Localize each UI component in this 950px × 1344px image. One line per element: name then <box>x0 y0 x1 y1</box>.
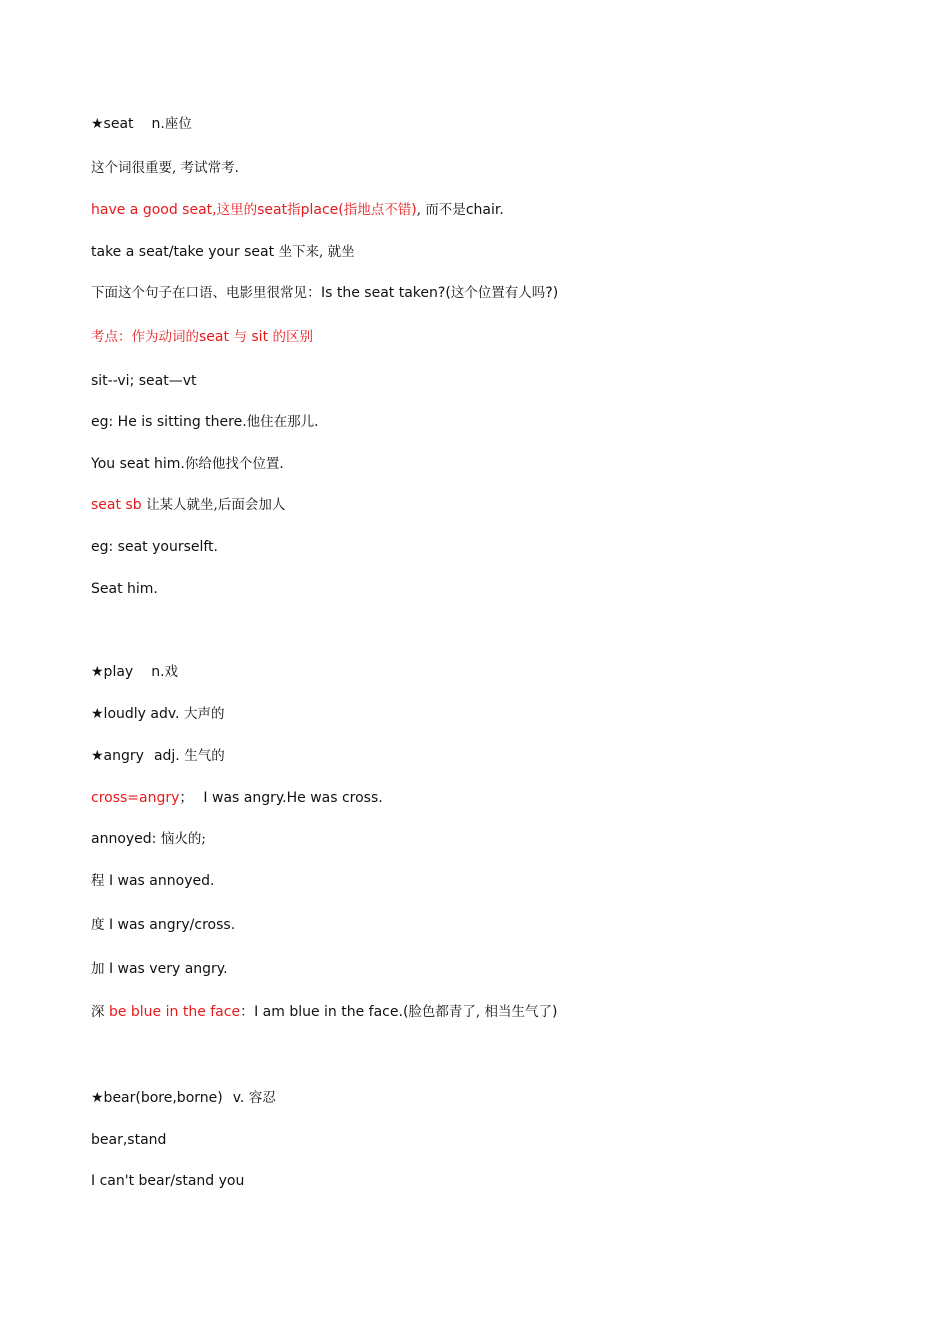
text: 加 <box>91 961 105 977</box>
headword: ★angry <box>91 748 144 764</box>
note-line <box>91 829 206 849</box>
translation: 座位 <box>164 116 192 132</box>
text: 坐下来, 就坐 <box>278 244 355 260</box>
heading-seat <box>91 114 192 134</box>
text: ?) <box>545 285 559 301</box>
text: annoyed: <box>91 831 157 847</box>
highlight-text: sit <box>251 329 269 345</box>
text: 让某人就坐,后面会加人 <box>146 497 286 513</box>
text: ：I am blue in the face.( <box>240 1004 409 1020</box>
heading-loudly <box>91 704 224 724</box>
part-of-speech: n. <box>151 116 165 132</box>
part-of-speech: adj. <box>153 748 180 764</box>
part-of-speech: n. <box>151 664 165 680</box>
text: You seat him. <box>91 456 185 472</box>
heading-angry <box>91 746 225 766</box>
note-line <box>91 200 504 220</box>
highlight-text: 与 <box>233 329 247 345</box>
highlight-text: 的区别 <box>272 329 314 345</box>
headword: ★bear(bore,borne) <box>91 1090 223 1106</box>
headword: ★seat <box>91 116 134 132</box>
text: I was annoyed. <box>108 873 215 889</box>
note-line <box>91 788 383 808</box>
text: 恼火的; <box>160 831 206 847</box>
translation: 容忍 <box>248 1090 276 1106</box>
text: 你给他找个位置. <box>184 456 284 472</box>
note-line <box>91 1002 557 1022</box>
text: I was angry/cross. <box>108 917 236 933</box>
highlight-text: 这里的 <box>216 202 258 218</box>
text: 下面这个句子在口语、电影里很常见 <box>91 285 307 301</box>
note-line <box>91 959 228 979</box>
text: 他住在那儿. <box>246 414 319 430</box>
note-line: bear,stand <box>91 1132 167 1148</box>
headword: ★loudly adv. <box>91 706 180 722</box>
highlight-text: cross=angry <box>91 790 180 806</box>
note-line <box>91 412 318 432</box>
highlight-text: have a good seat, <box>91 202 217 218</box>
text: chair. <box>465 202 504 218</box>
text: 程 <box>91 873 105 889</box>
translation: 大声的 <box>183 706 225 722</box>
headword: ★play <box>91 664 134 680</box>
text: ) <box>552 1004 558 1020</box>
highlight-text: seat <box>257 202 288 218</box>
text: ； <box>179 790 194 806</box>
translation: 生气的 <box>184 748 225 764</box>
highlight-text: ) <box>411 202 417 218</box>
heading-bear <box>91 1088 276 1108</box>
note-line <box>91 327 313 347</box>
note-line: sit--vi; seat—vt <box>91 373 197 389</box>
text: I was angry.He was cross. <box>203 790 383 806</box>
note-line <box>91 915 235 935</box>
text: ：Is the seat taken?( <box>307 285 451 301</box>
highlight-text: 指 <box>287 202 301 218</box>
text: 深 <box>91 1004 105 1020</box>
highlight-text: be blue in the face <box>108 1004 241 1020</box>
part-of-speech: v. <box>232 1090 245 1106</box>
heading-play <box>91 662 178 682</box>
highlight-text: place( <box>300 202 344 218</box>
note-line <box>91 242 355 262</box>
note-line: Seat him. <box>91 581 158 597</box>
highlight-text: seat <box>199 329 229 345</box>
note-line <box>91 495 285 515</box>
highlight-text: 考点：作为动词的 <box>91 329 199 345</box>
text: take a seat/take your seat <box>91 244 275 260</box>
text: 这个位置有人吗 <box>450 285 546 301</box>
note-line: I can't bear/stand you <box>91 1173 245 1189</box>
note-line: 这个词很重要, 考试常考. <box>91 160 239 176</box>
note-line <box>91 871 214 891</box>
text: eg: He is sitting there. <box>91 414 247 430</box>
text: , 而不是 <box>416 202 466 218</box>
note-line <box>91 454 284 474</box>
text: 度 <box>91 917 105 933</box>
note-line: eg: seat yourselft. <box>91 539 218 555</box>
text: I was very angry. <box>108 961 228 977</box>
note-line <box>91 283 558 303</box>
text: 脸色都青了, 相当生气了 <box>408 1004 552 1020</box>
highlight-text: seat sb <box>91 497 142 513</box>
translation: 戏 <box>164 664 179 680</box>
highlight-text: 指地点不错 <box>343 202 412 218</box>
